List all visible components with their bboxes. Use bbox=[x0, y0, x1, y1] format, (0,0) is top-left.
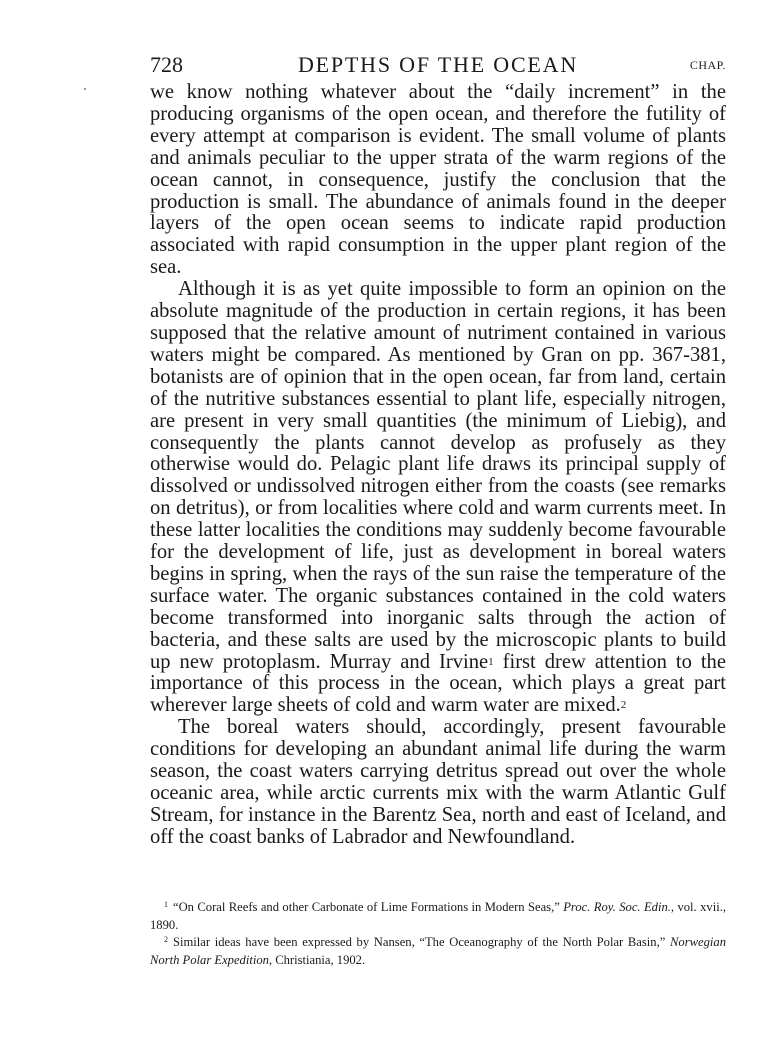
footnote-2-end: , Christiania, 1902. bbox=[268, 953, 366, 968]
body-text bbox=[150, 82, 726, 849]
footnote-1-journal: Proc. Roy. Soc. Edin. bbox=[563, 900, 671, 914]
running-header bbox=[150, 52, 726, 82]
footnote-ref-2: 2 bbox=[620, 699, 627, 712]
footnote-ref-1: 1 bbox=[488, 655, 494, 668]
paragraph-2-part-b: first drew attention to the importance of this process in the ocean, which plays a great part wherever large sheets of cold and warm water are mixed. bbox=[150, 650, 726, 717]
footnote-2-text: Similar ideas have been expressed by Nansen, “The Oceanography of the North Polar Basin,” bbox=[173, 934, 666, 949]
footnote-1-mark: 1 bbox=[164, 900, 168, 909]
page-number: 728 bbox=[150, 52, 183, 77]
running-title: DEPTHS OF THE OCEAN bbox=[297, 52, 579, 77]
footnote-1 bbox=[150, 899, 726, 934]
chapter-label: CHAP. bbox=[689, 58, 726, 72]
footnote-1-text: “On Coral Reefs and other Carbonate of Lime Formations in Modern Seas,” bbox=[173, 900, 560, 914]
paragraph-2 bbox=[150, 279, 726, 717]
footnote-1-end: , vol. xvii., 1890. bbox=[150, 900, 726, 933]
footnote-2 bbox=[150, 934, 726, 969]
paragraph-1: we know nothing whatever about the “daily increment” in the producing organisms of the open ocean, and therefore the futility of every attempt at comparison is evident. The small volume of plants and animals peculiar to the upper strata of the warm regions of the ocean cannot, in consequence, justify the conclusion that the production is small. The abundance of animals found in the deeper layers of the open ocean seems to indicate rapid production associated with rapid consumption in the upper plant region of the sea. bbox=[150, 81, 726, 279]
footnote-2-source: Norwegian North Polar Expedition bbox=[150, 934, 726, 968]
footnotes bbox=[150, 899, 726, 969]
print-speck bbox=[84, 88, 86, 90]
paragraph-3: The boreal waters should, accordingly, present favourable conditions for developing an abundant animal life during the warm season, the coast waters carrying detritus spread out over the whole oceanic area, while arctic currents mix with the warm Atlantic Gulf Stream, for instance in the Barentz Sea, north and east of Iceland, and off the coast banks of Labrador and Newfoundland. bbox=[150, 716, 726, 848]
paragraph-2-part-a: Although it is as yet quite impossible to form an opinion on the absolute magnitude of the production in certain regions, it has been supposed that the relative amount of nutriment contained in various waters might be compared. As mentioned by Gran on pp. 367-381, botanists are of opinion that in the open ocean, far from land, certain of the nutritive substances essential to plant life, especially nitrogen, are present in very small quantities (the minimum of Liebig), and consequently the plants cannot develop as profusely as they otherwise would do. Pelagic plant life draws its principal supply of dissolved or undissolved nitrogen either from the coasts (see remarks on detritus), or from localities where cold and warm currents meet. In these latter localities the conditions may suddenly become favourable for the development of life, just as development in boreal waters begins in spring, when the rays of the sun raise the temperature of the surface water. The organic substances contained in the cold waters become transformed into inorganic salts through the action of bacteria, and these salts are used by the microscopic plants to build up new protoplasm. Murray and Irvine bbox=[150, 278, 726, 673]
footnote-2-mark: 2 bbox=[164, 934, 168, 944]
